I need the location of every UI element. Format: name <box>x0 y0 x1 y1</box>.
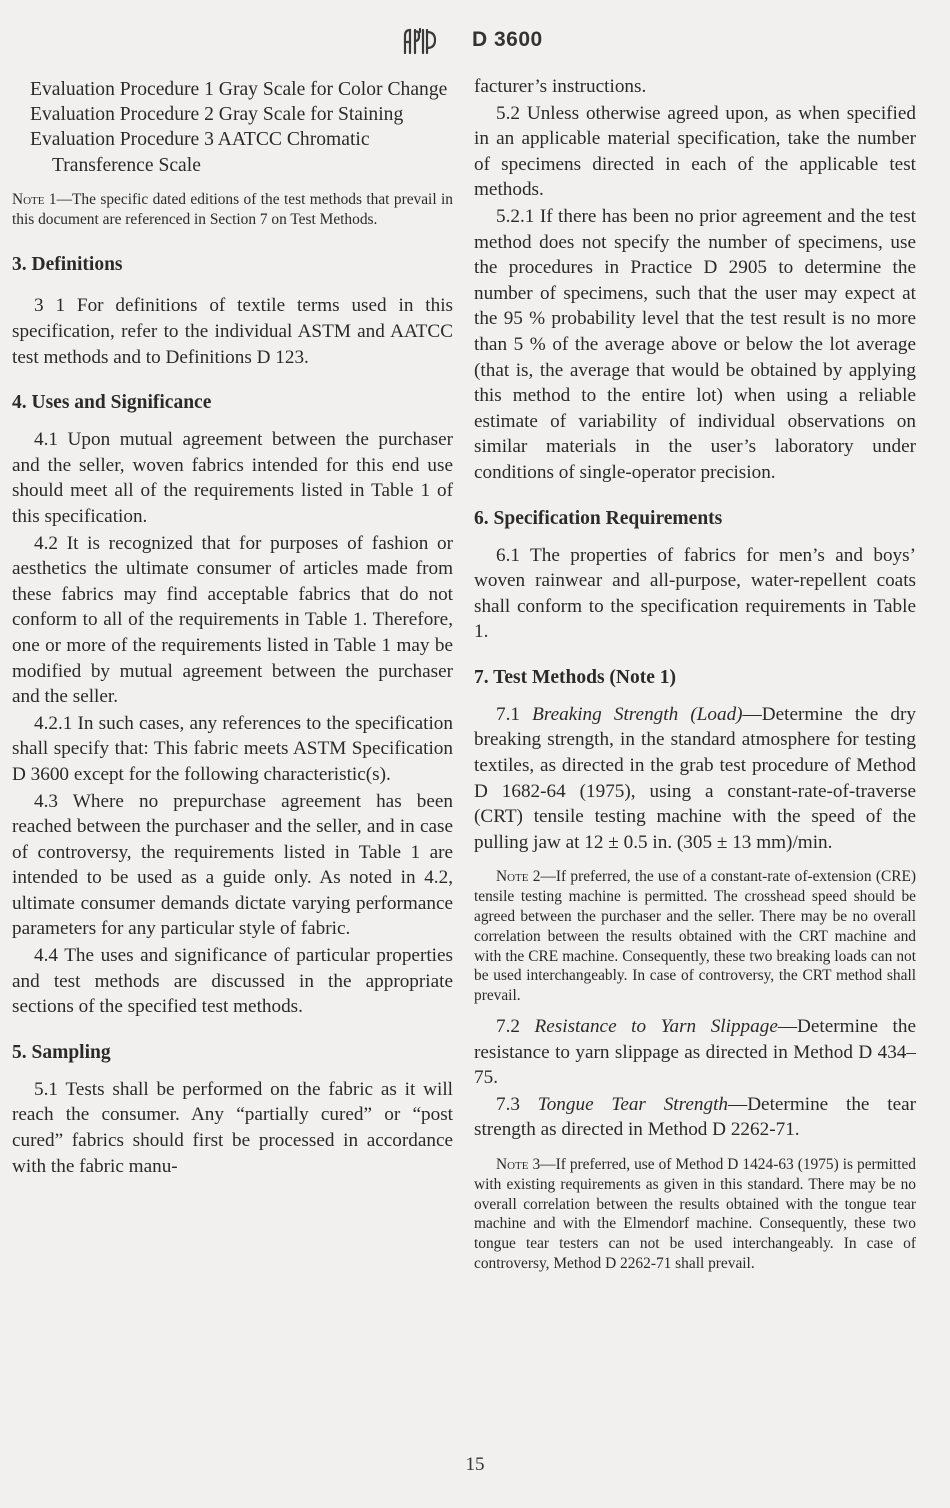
standard-designation: D 3600 <box>472 28 543 51</box>
section-5-1-continuation: facturer’s instructions. <box>474 76 647 97</box>
note-3-text: —If preferred, use of Method D 1424-63 (1975) is permitted with existing requirements as given in this standard. There may be no overall correlation between the results obtained with the tongue tear machine and with the Elmendorf machine. Consequently, these two tongue tear testers can not be used interchangeably. In case of controversy, Method D 2262-71 shall prevail. <box>474 1155 916 1272</box>
section-7-3-term: Tongue Tear Strength <box>537 1093 729 1115</box>
note-3-label: Note 3 <box>496 1155 541 1173</box>
note-1-label: Note 1 <box>12 190 57 208</box>
section-7-2-number: 7.2 <box>496 1016 520 1038</box>
section-7-3-number: 7.3 <box>496 1093 520 1115</box>
procedure-item: Evaluation Procedure 2 Gray Scale for Staining <box>30 104 404 126</box>
section-4-3-paragraph: 4.3 Where no prepurchase agreement has been reached between the purchaser and the seller, and in case of controversy, the requirements listed in Table 1 are intended to be used as a guide only. As noted in 4.2, ultimate consumer demands dictate varying performance parameters for any particular style of fabric. <box>12 790 453 940</box>
left-column <box>12 74 453 1180</box>
section-7-1-term: Breaking Strength (Load) <box>532 703 743 725</box>
section-7-3-text: —Determine the tear strength as directed in Method D 2262-71. <box>474 1093 916 1141</box>
section-7-1-text: —Determine the dry breaking strength, in the standard atmosphere for testing textiles, as directed in the grab test procedure of Method D 1682-64 (1975), using a constant-rate-of-traverse (CRT) tensile testing machine with the speed of the pulling jaw at 12 ± 0.5 in. (305 ± 13 mm)/min. <box>474 703 916 853</box>
section-5-1-paragraph: 5.1 Tests shall be performed on the fabric as it will reach the consumer. Any “partially cured” or “post cured” fabrics should first be processed in accordance with the fabric manu- <box>12 1078 453 1177</box>
section-7-2-paragraph <box>474 1014 916 1091</box>
astm-logo-icon <box>402 26 438 56</box>
note-2 <box>474 867 916 1006</box>
section-4-4-paragraph: 4.4 The uses and significance of particular properties and test methods are discussed in the appropriate sections of the specified test methods. <box>12 945 453 1018</box>
section-4-1-paragraph: 4.1 Upon mutual agreement between the purchaser and the seller, woven fabrics intended for this end use should meet all of the requirements listed in Table 1 of this specification. <box>12 429 453 527</box>
page-number: 15 <box>465 1454 485 1475</box>
note-1 <box>12 190 453 230</box>
note-2-text: —If preferred, the use of a constant-rate of-extension (CRE) tensile testing machine is permitted. The crosshead speed should be agreed between the purchaser and the seller. There may be no overall correlation between the results obtained with the CRT machine and with the CRE machine. Consequently, these two breaking loads can not be used interchangeably. In case of controversy, the CRT method shall prevail. <box>474 868 917 1005</box>
section-5-2-1-paragraph: 5.2.1 If there has been no prior agreement and the test method does not specify the number of specimens, use the procedures in Practice D 2905 to determine the number of specimens, such that the user may expect at the 95 % probability level that the test result is no more than 5 % of the average above or below the lot average (that is, the average that would be obtained by applying this method to the entire lot) when using a reliable estimate of variability of individual observations on similar materials in the user’s laboratory under conditions of single-operator precision. <box>474 205 916 483</box>
section-5-2-paragraph: 5.2 Unless otherwise agreed upon, as when specified in an applicable material specification, take the number of specimens directed in each of the applicable test methods. <box>474 102 916 201</box>
section-4-heading: 4. Uses and Significance <box>12 392 212 414</box>
section-7-1-number: 7.1 <box>496 703 520 725</box>
section-3-paragraph: 3 1 For definitions of textile terms used in this specification, refer to the individual ASTM and AATCC test methods and to Definitions D 123. <box>12 295 453 368</box>
section-7-2-text: —Determine the resistance to yarn slippage as directed in Method D 434–75. <box>474 1016 916 1089</box>
procedure-item: Evaluation Procedure 1 Gray Scale for Color Change <box>30 79 448 100</box>
right-column <box>474 74 916 1282</box>
section-7-1-paragraph <box>474 702 916 856</box>
section-3-heading: 3. Definitions <box>12 254 123 276</box>
section-7-2-term: Resistance to Yarn Slippage <box>534 1016 778 1038</box>
section-6-1-paragraph: 6.1 The properties of fabrics for men’s and boys’ woven rainwear and all-purpose, water-repellent coats shall conform to the specification requirements in Table 1. <box>474 544 916 643</box>
section-4-2-1-paragraph: 4.2.1 In such cases, any references to the specification shall specify that: This fabric meets ASTM Specification D 3600 except for the following characteristic(s). <box>12 712 453 785</box>
note-1-text: —The specific dated editions of the test methods that prevail in this document are referenced in Section 7 on Test Methods. <box>12 190 453 228</box>
section-7-3-paragraph <box>474 1092 916 1143</box>
section-7-heading: 7. Test Methods (Note 1) <box>474 666 677 688</box>
note-2-label: Note 2 <box>496 868 541 886</box>
procedure-item: Evaluation Procedure 3 AATCC Chromatic Transference Scale <box>30 129 370 176</box>
section-6-heading: 6. Specification Requirements <box>474 507 723 529</box>
section-4-2-paragraph: 4.2 It is recognized that for purposes of fashion or aesthetics the ultimate consumer of articles made from these fabrics may find acceptable fabrics that do not conform to all of the requirements in Table 1. Therefore, one or more of the requirements listed in Table 1 may be modified by mutual agreement between the purchaser and the seller. <box>12 532 453 708</box>
section-5-heading: 5. Sampling <box>12 1041 111 1063</box>
page-header <box>0 24 950 58</box>
note-3 <box>474 1155 916 1274</box>
